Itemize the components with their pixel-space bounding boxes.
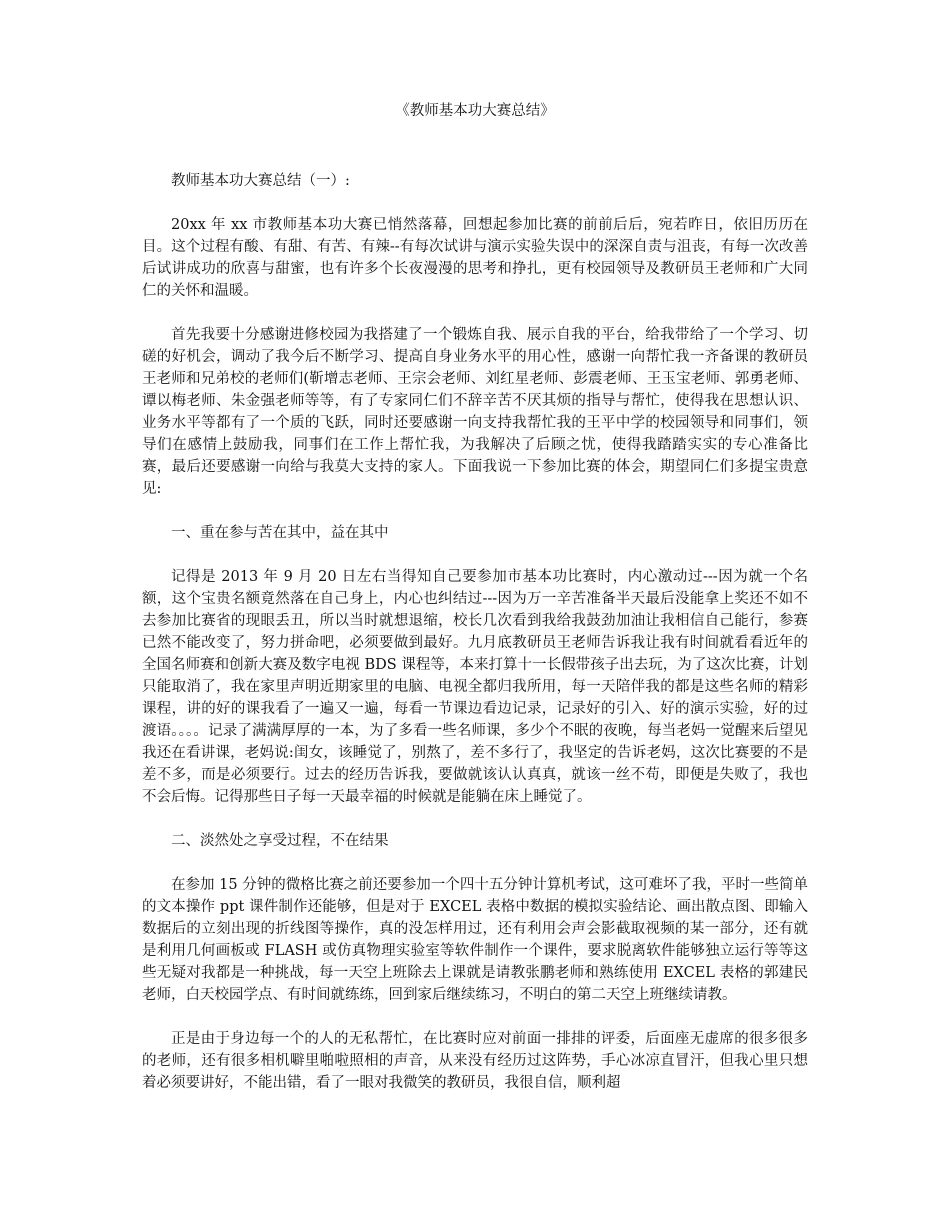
document-title: 《教师基本功大赛总结》 — [395, 103, 555, 119]
thanks-paragraph: 首先我要十分感谢进修校园为我搭建了一个锻炼自我、展示自我的平台，给我带给了一个学习、切磋的好机会，调动了我今后不断学习、提高自身业务水平的用心性，感谢一向帮忙我一齐备课的教研员王老师和兄弟校的老师们(靳增志老师、王宗会老师、刘红星老师、彭震老师、王玉宝老师、郭勇老师、谭以梅老师、朱金强老师等等，有了专家同仁们不辞辛苦不厌其烦的指导与帮忙，使得我在思想认识、业务水平等都有了一个质的飞跃，同时还要感谢一向支持我帮忙我的王平中学的校园领导和同事们，领导们在感情上鼓励我，同事们在工作上帮忙我，为我解决了后顾之忧，使得我踏踏实实的专心准备比赛，最后还要感谢一向给与我莫大支持的家人。下面我说一下参加比赛的体会，期望同仁们多提宝贵意见: — [142, 327, 808, 497]
final-paragraph: 正是由于身边每一个的人的无私帮忙，在比赛时应对前面一排排的评委，后面座无虚席的很多很多的老师，还有很多相机噼里啪啦照相的声音，从来没有经历过这阵势，手心冰凉直冒汗，但我心里只想着必须要讲好，不能出错，看了一眼对我微笑的教研员，我很自信，顺利超 — [142, 1031, 808, 1091]
section-2-paragraph: 在参加 15 分钟的微格比赛之前还要参加一个四十五分钟计算机考试，这可难坏了我，平时一些简单的文本操作 ppt 课件制作还能够，但是对于 EXCEL 表格中数据的模拟实验结论、画出散点图、即输入数据后的立刻出现的折线图等操作，真的没怎样用过，还有利用会声会影截取视频的某一部分，还有就是利用几何画板或 FLASH 或仿真物理实验室等软件制作一个课件，要求脱离软件能够独立运行等等这些无疑对我都是一种挑战，每一天空上班除去上课就是请教张鹏老师和熟练使用 EXCEL 表格的郭建民老师，白天校园学点、有时间就练练，回到家后继续练习，不明白的第二天空上班继续请教。 — [142, 877, 808, 1003]
document-subtitle: 教师基本功大赛总结（一）: — [171, 173, 350, 189]
section-1-paragraph: 记得是 2013 年 9 月 20 日左右当得知自己要参加市基本功比赛时，内心激动过---因为就一个名额，这个宝贵名额竟然落在自己身上，内心也纠结过---因为万一辛苦准备半天最后没能拿上奖还不如不去参加比赛省的现眼丢丑，所以当时就想退缩，校长几次看到我给我鼓劲加油让我相信自己能行，参赛已然不能改变了，努力拼命吧，必须要做到最好。九月底教研员王老师告诉我让我有时间就看看近年的全国名师赛和创新大赛及数字电视 BDS 课程等，本来打算十一长假带孩子出去玩，为了这次比赛，计划只能取消了，我在家里声明近期家里的电脑、电视全都归我所用，每一天陪伴我的都是这些名师的精彩课程，讲的好的课我看了一遍又一遍，每看一节课边看边记录，记录好的引入、好的演示实验，好的过渡语。。。。记录了满满厚厚的一本，为了多看一些名师课，多少个不眠的夜晚，每当老妈一觉醒来后望见我还在看讲课，老妈说:闺女，该睡觉了，别熬了，差不多行了，我坚定的告诉老妈，这次比赛要的不是差不多，而是必须要行。过去的经历告诉我，要做就该认认真真，就该一丝不苟，即便是失败了，我也不会后悔。记得那些日子每一天最幸福的时候就是能躺在床上睡觉了。 — [142, 569, 808, 805]
intro-paragraph: 20xx 年 xx 市教师基本功大赛已悄然落幕，回想起参加比赛的前前后后，宛若昨日，依旧历历在目。这个过程有酸、有甜、有苦、有辣--有每次试讲与演示实验失误中的深深自责与沮丧，有每一次改善后试讲成功的欣喜与甜蜜，也有许多个长夜漫漫的思考和挣扎，更有校园领导及教研员王老师和广大同仁的关怀和温暖。 — [142, 217, 808, 299]
document-body — [142, 170, 808, 1116]
section-1-heading: 一、重在参与苦在其中，益在其中 — [171, 525, 389, 541]
section-2-heading: 二、淡然处之享受过程，不在结果 — [171, 833, 389, 849]
